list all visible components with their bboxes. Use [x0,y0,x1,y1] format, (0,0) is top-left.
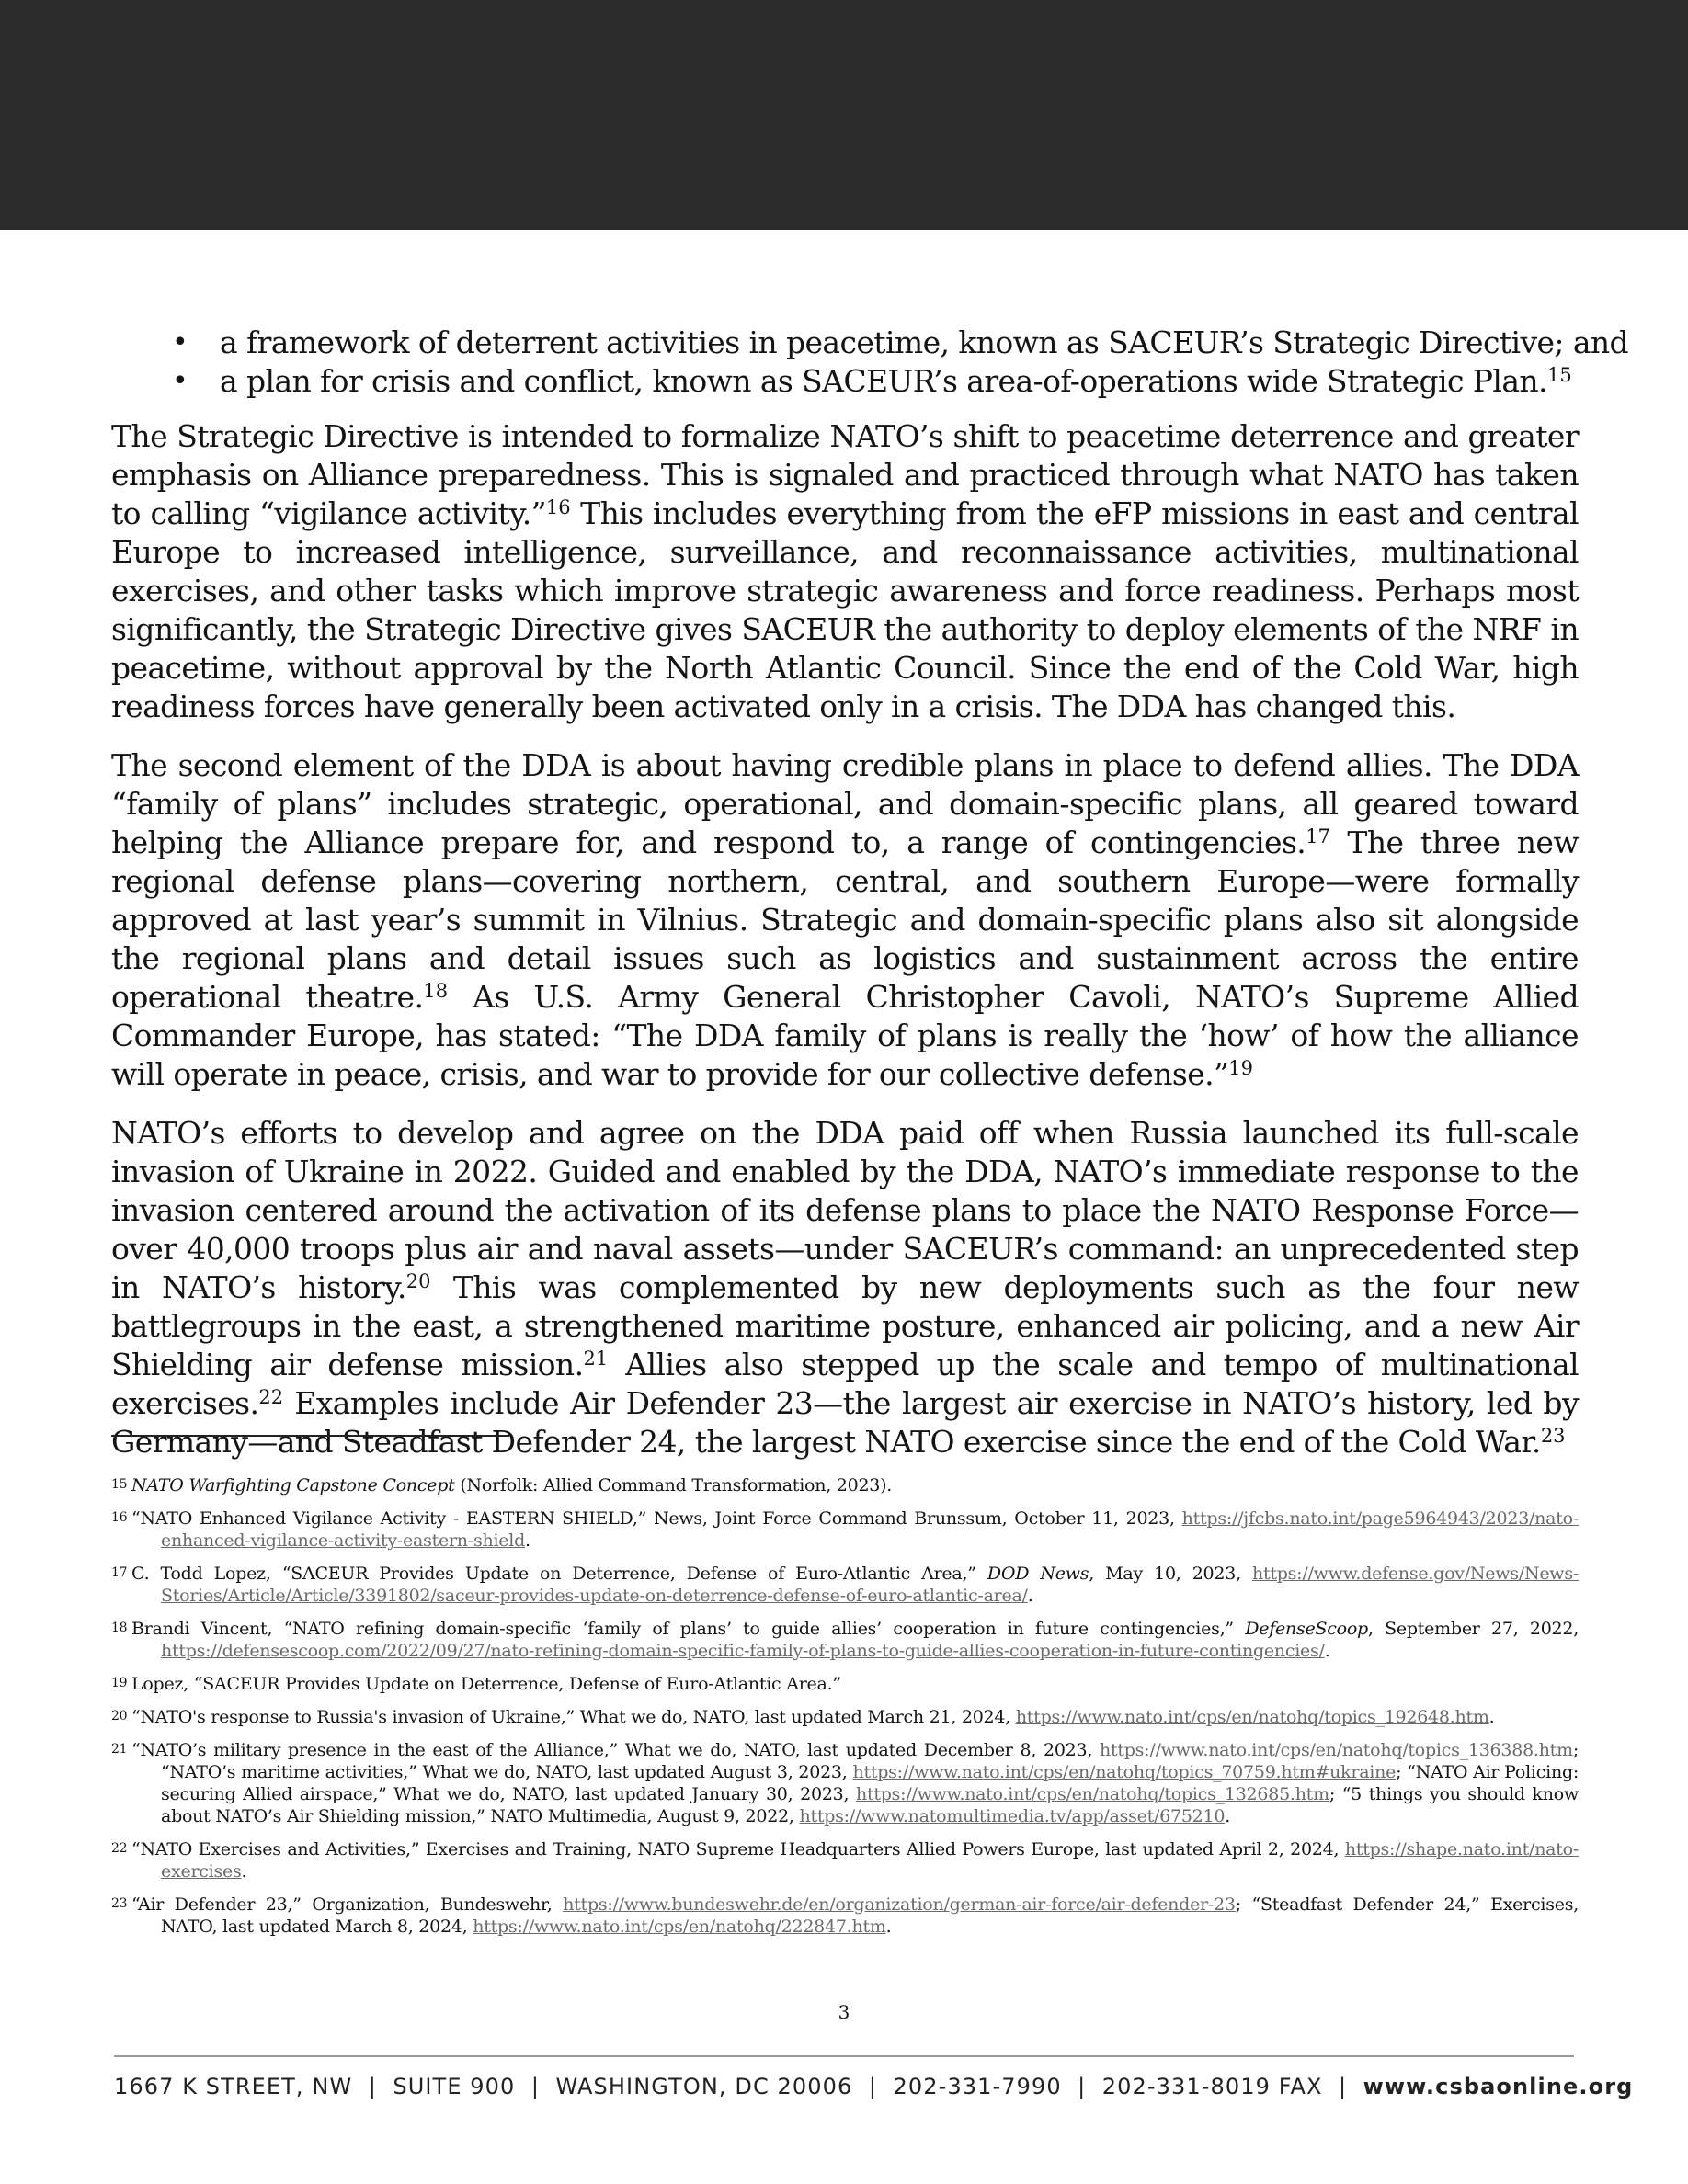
footnote-text: ; “NATO’s maritime activities,” What we do, NATO, last updated August 3, 2023, [161,1740,1579,1782]
bullet-icon: • [172,326,188,358]
footnote-text: C. Todd Lopez, “SACEUR Provides Update on Deterrence, Defense of Euro-Atlantic Area,” [131,1564,987,1584]
paragraph-text: Allies also stepped up the scale and tempo of multinational exercises. [111,1347,1579,1421]
footnote-text: “NATO Exercises and Activities,” Exercises and Training, NATO Supreme Headquarters Allied Powers Europe, last updated April 2, 2024, [131,1839,1345,1860]
footnote-end: . [1488,1707,1495,1727]
footnote-20 [111,1706,1579,1728]
footnote-15 [111,1474,1579,1496]
footnote-publication: DOD News [987,1564,1089,1584]
footnote-number: 19 [111,1676,128,1690]
footnote-end: . [1324,1641,1330,1661]
footnote-link[interactable]: https://www.nato.int/cps/en/natohq/topics_136388.htm [1100,1740,1573,1760]
footnote-text: ; “Steadfast Defender 24,” Exercises, NATO, last updated March 8, 2024, [161,1894,1580,1937]
paragraph-text: As U.S. Army General Christopher Cavoli, NATO’s Supreme Allied Commander Europe, has stated: “The DDA family of plans is really the ‘how’ of how the alliance will operate in peace, crisis, and war to provide for our collective defense.” [111,979,1580,1092]
footnote-number: 18 [111,1621,128,1635]
footnote-number: 20 [111,1709,128,1723]
footnote-end: . [241,1861,247,1882]
paragraph-text: The second element of the DDA is about having credible plans in place to defend allies. The DDA “family of plans” includes strategic, operational, and domain-specific plans, all geared toward helping the Alliance prepare for, and respond to, a range of contingencies. [111,747,1579,860]
footnote-end: . [1225,1806,1230,1826]
footnote-link[interactable]: https://www.nato.int/cps/en/natohq/topics_70759.htm#ukraine [852,1762,1397,1782]
paragraph [111,746,1579,1094]
paragraph [111,1114,1579,1462]
footnote-ref[interactable]: 21 [583,1348,609,1370]
footnote-link[interactable]: https://shape.nato.int/nato-exercises [161,1839,1579,1882]
footnote-21 [111,1739,1579,1827]
paragraph-text: NATO’s efforts to develop and agree on the DDA paid off when Russia launched its full-scale invasion of Ukraine in 2022. Guided and enabled by the DDA, NATO’s immediate response to the invasion centered around the activation of its defense plans to place the NATO Response Force—over 40,000 troops plus air and naval assets—under SACEUR’s command: an unprecedented step in NATO’s history. [111,1115,1579,1305]
footer-divider [114,2055,1574,2057]
footnote-link[interactable]: https://www.nato.int/cps/en/natohq/222847.htm [473,1917,886,1937]
paragraph-text: The Strategic Directive is intended to formalize NATO’s shift to peacetime deterrence and greater emphasis on Alliance preparedness. This is signaled and practiced through what NATO has taken to calling “vigilance activity.” [111,418,1579,531]
footnote-title: NATO Warfighting Capstone Concept [131,1475,455,1496]
footnote-ref[interactable]: 20 [405,1270,431,1292]
footnote-number: 22 [111,1841,128,1856]
footnote-text: Lopez, “SACEUR Provides Update on Deterrence, Defense of Euro-Atlantic Area.” [131,1674,841,1694]
footnote-ref[interactable]: 16 [545,496,571,518]
footnote-ref[interactable]: 22 [258,1386,284,1408]
footnote-text: “NATO’s military presence in the east of the Alliance,” What we do, NATO, last updated December 8, 2023, [131,1740,1100,1760]
footnote-end: . [885,1917,892,1937]
footnote-text: “NATO Enhanced Vigilance Activity - EASTERN SHIELD,” News, Joint Force Command Brunssum, October 11, 2023, [131,1508,1182,1529]
footnote-number: 23 [111,1896,128,1911]
footnote-17 [111,1563,1579,1607]
footnote-text: “Air Defender 23,” Organization, Bundeswehr, [131,1894,564,1915]
footnote-link[interactable]: https://defensescoop.com/2022/09/27/nato-refining-domain-specific-family-of-plans-to-guide-allies-cooperation-in-future-contingencies/ [161,1641,1325,1661]
footnote-ref[interactable]: 15 [1546,364,1572,386]
footnote-number: 21 [111,1742,128,1757]
paragraph-text: Examples include Air Defender 23—the largest air exercise in NATO’s history, led by Germany—and Steadfast Defender 24, the largest NATO exercise since the end of the Cold War. [111,1385,1579,1460]
footnote-text: (Norfolk: Allied Command Transformation, 2023). [454,1475,893,1496]
footnote-link[interactable]: https://www.defense.gov/News/News-Stories/Article/Article/3391802/saceur-provides-update-on-deterrence-defense-of-euro-atlantic-area/ [161,1564,1579,1606]
footnote-22 [111,1838,1579,1883]
footnote-link[interactable]: https://jfcbs.nato.int/page5964943/2023/nato-enhanced-vigilance-activity-eastern-shield [161,1508,1579,1551]
footnotes [111,1474,1579,1949]
footnote-23 [111,1894,1579,1938]
footnote-text: “NATO's response to Russia's invasion of Ukraine,” What we do, NATO, last updated March 21, 2024, [131,1707,1016,1727]
bullet-list [111,324,1629,401]
footnote-ref[interactable]: 17 [1306,825,1330,847]
header-band [0,0,1688,230]
bullet-icon: • [172,365,188,397]
footnote-16 [111,1507,1579,1552]
footnote-link[interactable]: https://www.natomultimedia.tv/app/asset/675210 [799,1806,1226,1826]
list-item [111,362,1579,401]
paragraph-text: This includes everything from the eFP missions in east and central Europe to increased intelligence, surveillance, and reconnaissance activities, multinational exercises, and other tasks which improve strategic awareness and force readiness. Perhaps most significantly, the Strategic Directive gives SACEUR the authority to deploy elements of the NRF in peacetime, without approval by the North Atlantic Council. Since the end of the Cold War, high readiness forces have generally been activated only in a crisis. The DDA has changed this. [111,495,1579,724]
footnote-number: 15 [111,1477,128,1492]
bullet-text: a framework of deterrent activities in peacetime, known as SACEUR’s Strategic Directive; and [220,324,1629,360]
footnote-link[interactable]: https://www.nato.int/cps/en/natohq/topics_192648.htm [1015,1707,1489,1727]
footnote-number: 17 [111,1565,128,1580]
footer [114,2074,1634,2099]
footnote-divider [111,1435,509,1437]
footnote-text: , September 27, 2022, [1367,1619,1580,1639]
list-item [111,324,1629,362]
footer-website[interactable]: www.csbaonline.org [1363,2074,1634,2099]
footnote-number: 16 [111,1510,128,1525]
footer-address: 1667 K STREET, NW | SUITE 900 | WASHINGTON, DC 20006 | 202-331-7990 | 202-331-8019 FAX | [114,2074,1363,2099]
paragraph-text: This was complemented by new deployments such as the four new battlegroups in the east, a strengthened maritime posture, enhanced air policing, and a new Air Shielding air defense mission. [111,1269,1579,1382]
page-number: 3 [838,2001,850,2023]
footnote-link[interactable]: https://www.nato.int/cps/en/natohq/topics_132685.htm [856,1784,1329,1804]
footnote-19 [111,1673,1579,1695]
paragraph [111,417,1579,726]
footnote-end: . [525,1530,530,1551]
footnote-ref[interactable]: 18 [423,980,449,1002]
footnote-18 [111,1618,1579,1662]
footnote-text: , May 10, 2023, [1089,1564,1253,1584]
footnote-text: Brandi Vincent, “NATO refining domain-specific ‘family of plans’ to guide allies’ cooperation in future contingencies,” [131,1619,1246,1639]
footnote-ref[interactable]: 23 [1540,1425,1566,1447]
footnote-publication: DefenseScoop [1245,1619,1368,1639]
footnote-ref[interactable]: 19 [1228,1057,1254,1079]
bullet-text: a plan for crisis and conflict, known as SACEUR’s area-of-operations wide Strategic Plan. [220,363,1547,399]
footnote-link[interactable]: https://www.bundeswehr.de/en/organization/german-air-force/air-defender-23 [563,1894,1236,1915]
footnote-text: ; “5 things you should know about NATO’s Air Shielding mission,” NATO Multimedia, August 9, 2022, [161,1784,1579,1826]
body-text [111,324,1629,1482]
footnote-text: ; “NATO Air Policing: securing Allied airspace,” What we do, NATO, last updated January 30, 2023, [161,1762,1580,1804]
paragraph-text: The three new regional defense plans—covering northern, central, and southern Europe—were formally approved at last year’s summit in Vilnius. Strategic and domain-specific plans also sit alongside the regional plans and detail issues such as logistics and sustainment across the entire operational theatre. [111,825,1579,1015]
footnote-end: . [1027,1586,1033,1606]
